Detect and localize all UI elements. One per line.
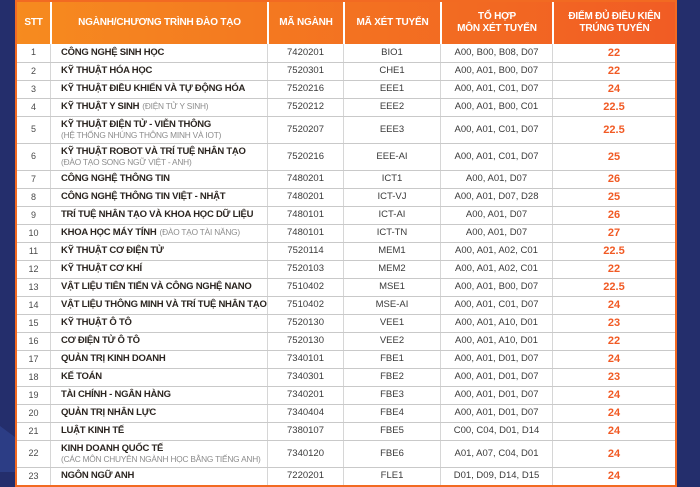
cell-major-name — [50, 144, 267, 170]
cell-stt: 1 — [30, 47, 36, 58]
cell-major-name — [50, 423, 267, 440]
header-cell-stt — [17, 2, 50, 44]
cell-subject-combination: A00, A01, D07 — [440, 207, 552, 224]
cell-admission-code: MSE-AI — [343, 297, 440, 314]
cell-stt: 22 — [28, 448, 39, 459]
cell-major-code: 7520301 — [267, 63, 343, 80]
cell-admission-code: EEE-AI — [343, 144, 440, 170]
cell-admission-code: FLE1 — [343, 468, 440, 485]
cell-major-code: 7520130 — [267, 333, 343, 350]
cell-admission-code: CHE1 — [343, 63, 440, 80]
cell-subject-combination: A01, A07, C04, D01 — [440, 441, 552, 467]
major-name: QUẢN TRỊ KINH DOANH — [61, 353, 166, 365]
cell-qualifying-score: 24 — [552, 351, 675, 368]
cell-stt: 20 — [28, 407, 39, 418]
major-subtitle: (HỆ THỐNG NHÚNG THÔNG MINH VÀ IOT) — [61, 129, 222, 140]
table-row — [17, 206, 675, 224]
cell-stt: 5 — [30, 124, 36, 135]
cell-admission-code: EEE2 — [343, 99, 440, 116]
cell-major-code: 7340120 — [267, 441, 343, 467]
major-subtitle: (ĐÀO TẠO TÀI NĂNG) — [159, 227, 240, 238]
table-row — [17, 422, 675, 440]
cell-subject-combination: A00, A01, B00, C01 — [440, 99, 552, 116]
cell-qualifying-score: 22.5 — [552, 117, 675, 143]
table-row — [17, 332, 675, 350]
major-name: VẬT LIỆU TIÊN TIẾN VÀ CÔNG NGHỆ NANO — [61, 281, 252, 293]
cell-stt: 8 — [30, 191, 36, 202]
cell-stt: 21 — [28, 425, 39, 436]
cell-subject-combination: A00, A01, C01, D07 — [440, 144, 552, 170]
table-row — [17, 314, 675, 332]
cell-admission-code: MEM2 — [343, 261, 440, 278]
header-cell-admission-code — [343, 2, 440, 44]
cell-major-name — [50, 333, 267, 350]
table-row — [17, 368, 675, 386]
cell-admission-code: FBE1 — [343, 351, 440, 368]
table-row — [17, 467, 675, 485]
cell-major-name — [50, 369, 267, 386]
cell-major-name — [50, 315, 267, 332]
cell-subject-combination: A00, A01, D01, D07 — [440, 369, 552, 386]
cell-major-name — [50, 44, 267, 62]
cell-qualifying-score: 24 — [552, 423, 675, 440]
major-name: KỸ THUẬT Ô TÔ — [61, 317, 132, 329]
major-name: KỸ THUẬT CƠ KHÍ — [61, 263, 142, 275]
cell-subject-combination: A00, A01, A10, D01 — [440, 315, 552, 332]
cell-admission-code: FBE6 — [343, 441, 440, 467]
cell-subject-combination: A00, B00, B08, D07 — [440, 44, 552, 62]
cell-qualifying-score: 24 — [552, 387, 675, 404]
cell-qualifying-score: 24 — [552, 468, 675, 485]
major-name: KẾ TOÁN — [61, 371, 102, 383]
cell-major-name — [50, 117, 267, 143]
table-row — [17, 404, 675, 422]
major-name: TÀI CHÍNH - NGÂN HÀNG — [61, 389, 171, 401]
table-row — [17, 386, 675, 404]
table-row — [17, 80, 675, 98]
cell-admission-code: MSE1 — [343, 279, 440, 296]
cell-major-name — [50, 405, 267, 422]
table-row — [17, 296, 675, 314]
cell-qualifying-score: 22 — [552, 44, 675, 62]
cell-subject-combination: C00, C04, D01, D14 — [440, 423, 552, 440]
cell-stt: 14 — [28, 299, 39, 310]
cell-admission-code: FBE3 — [343, 387, 440, 404]
cell-major-code: 7520212 — [267, 99, 343, 116]
cell-stt: 7 — [30, 173, 36, 184]
cell-major-code: 7510402 — [267, 297, 343, 314]
cell-qualifying-score: 24 — [552, 441, 675, 467]
cell-qualifying-score: 22.5 — [552, 99, 675, 116]
cell-subject-combination: A00, A01, A02, C01 — [440, 261, 552, 278]
cell-major-name — [50, 468, 267, 485]
cell-subject-combination: A00, A01, C01, D07 — [440, 81, 552, 98]
cell-major-code: 7520114 — [267, 243, 343, 260]
cell-stt: 13 — [28, 281, 39, 292]
cell-admission-code: EEE3 — [343, 117, 440, 143]
major-name: KINH DOANH QUỐC TẾ — [61, 443, 164, 455]
cell-stt: 9 — [30, 209, 36, 220]
cell-major-name — [50, 63, 267, 80]
major-name: KỸ THUẬT ĐIỆN TỬ - VIỄN THÔNG — [61, 119, 211, 131]
cell-stt: 6 — [30, 151, 36, 162]
header-label: MÃ XÉT TUYỂN — [356, 17, 429, 28]
admissions-score-table — [15, 0, 677, 487]
cell-major-name — [50, 225, 267, 242]
cell-admission-code: FBE4 — [343, 405, 440, 422]
cell-major-code: 7340301 — [267, 369, 343, 386]
cell-admission-code: BIO1 — [343, 44, 440, 62]
cell-qualifying-score: 22.5 — [552, 279, 675, 296]
header-label: MÔN XÉT TUYỂN — [457, 23, 537, 34]
cell-stt: 3 — [30, 83, 36, 94]
cell-stt: 10 — [28, 227, 39, 238]
table-row — [17, 278, 675, 296]
cell-stt: 4 — [30, 101, 36, 112]
major-name: QUẢN TRỊ NHÂN LỰC — [61, 407, 156, 419]
cell-major-code: 7480101 — [267, 225, 343, 242]
cell-major-code: 7220201 — [267, 468, 343, 485]
cell-major-code: 7520130 — [267, 315, 343, 332]
major-name: TRÍ TUỆ NHÂN TẠO VÀ KHOA HỌC DỮ LIỆU — [61, 209, 254, 221]
major-name: KHOA HỌC MÁY TÍNH — [61, 227, 157, 239]
major-name: CÔNG NGHỆ THÔNG TIN — [61, 173, 170, 185]
cell-qualifying-score: 23 — [552, 369, 675, 386]
cell-major-code: 7480101 — [267, 207, 343, 224]
cell-subject-combination: A00, A01, C01, D07 — [440, 297, 552, 314]
major-subtitle: (CÁC MÔN CHUYÊN NGÀNH HỌC BẰNG TIẾNG ANH) — [61, 453, 261, 464]
cell-qualifying-score: 22 — [552, 333, 675, 350]
major-name: KỸ THUẬT ĐIỀU KHIỂN VÀ TỰ ĐỘNG HÓA — [61, 83, 246, 95]
cell-stt: 2 — [30, 65, 36, 76]
cell-admission-code: FBE5 — [343, 423, 440, 440]
cell-major-code: 7420201 — [267, 44, 343, 62]
cell-subject-combination: A00, A01, D01, D07 — [440, 387, 552, 404]
cell-subject-combination: A00, A01, C01, D07 — [440, 117, 552, 143]
cell-qualifying-score: 26 — [552, 171, 675, 188]
cell-subject-combination: A00, A01, D07, D28 — [440, 189, 552, 206]
header-cell-subject-combination — [440, 2, 552, 44]
major-name: CƠ ĐIỆN TỬ Ô TÔ — [61, 335, 140, 347]
table-row — [17, 260, 675, 278]
major-name: LUẬT KINH TẾ — [61, 425, 124, 437]
cell-major-code: 7520103 — [267, 261, 343, 278]
header-label: TỔ HỢP — [478, 11, 516, 22]
cell-major-code: 7340101 — [267, 351, 343, 368]
table-row — [17, 440, 675, 467]
cell-qualifying-score: 24 — [552, 81, 675, 98]
table-row — [17, 44, 675, 62]
cell-major-name — [50, 171, 267, 188]
table-row — [17, 62, 675, 80]
cell-major-name — [50, 207, 267, 224]
header-label: MÃ NGÀNH — [279, 17, 333, 28]
cell-stt: 11 — [28, 245, 39, 256]
cell-admission-code: ICT1 — [343, 171, 440, 188]
table-row — [17, 170, 675, 188]
table-row — [17, 143, 675, 170]
cell-major-name — [50, 189, 267, 206]
header-label: ĐIỂM ĐỦ ĐIỀU KIỆN — [568, 11, 661, 22]
cell-admission-code: ICT-AI — [343, 207, 440, 224]
cell-admission-code: VEE1 — [343, 315, 440, 332]
cell-qualifying-score: 26 — [552, 207, 675, 224]
major-name: KỸ THUẬT HÓA HỌC — [61, 65, 153, 77]
cell-stt: 19 — [28, 389, 39, 400]
table-row — [17, 224, 675, 242]
major-name: CÔNG NGHỆ THÔNG TIN VIỆT - NHẬT — [61, 191, 226, 203]
cell-qualifying-score: 25 — [552, 144, 675, 170]
cell-admission-code: VEE2 — [343, 333, 440, 350]
table-body — [17, 44, 675, 485]
header-cell-qualifying-score — [552, 2, 675, 44]
cell-major-code: 7340201 — [267, 387, 343, 404]
cell-qualifying-score: 22.5 — [552, 243, 675, 260]
cell-subject-combination: A00, A01, D01, D07 — [440, 405, 552, 422]
cell-stt: 16 — [28, 335, 39, 346]
cell-qualifying-score: 25 — [552, 189, 675, 206]
cell-subject-combination: A00, A01, D07 — [440, 225, 552, 242]
cell-major-code: 7510402 — [267, 279, 343, 296]
cell-subject-combination: A00, A01, A10, D01 — [440, 333, 552, 350]
cell-major-name — [50, 297, 267, 314]
cell-major-name — [50, 99, 267, 116]
cell-subject-combination: D01, D09, D14, D15 — [440, 468, 552, 485]
cell-major-code: 7380107 — [267, 423, 343, 440]
header-label: TRÚNG TUYỂN — [579, 23, 650, 34]
cell-major-name — [50, 387, 267, 404]
cell-major-code: 7480201 — [267, 171, 343, 188]
cell-major-code: 7520216 — [267, 144, 343, 170]
cell-subject-combination: A00, A01, D07 — [440, 171, 552, 188]
table-row — [17, 98, 675, 116]
cell-major-name — [50, 81, 267, 98]
cell-major-code: 7520207 — [267, 117, 343, 143]
header-label: NGÀNH/CHƯƠNG TRÌNH ĐÀO TẠO — [78, 17, 241, 28]
cell-admission-code: MEM1 — [343, 243, 440, 260]
cell-subject-combination: A00, A01, B00, D07 — [440, 279, 552, 296]
major-name: CÔNG NGHỆ SINH HỌC — [61, 46, 165, 58]
cell-admission-code: ICT-TN — [343, 225, 440, 242]
cell-admission-code: ICT-VJ — [343, 189, 440, 206]
cell-subject-combination: A00, A01, B00, D07 — [440, 63, 552, 80]
table-row — [17, 116, 675, 143]
cell-admission-code: FBE2 — [343, 369, 440, 386]
major-name: KỸ THUẬT CƠ ĐIỆN TỬ — [61, 245, 164, 257]
cell-major-name — [50, 441, 267, 467]
cell-stt: 15 — [28, 317, 39, 328]
major-name: VẬT LIỆU THÔNG MINH VÀ TRÍ TUỆ NHÂN TẠO — [61, 299, 267, 311]
table-row — [17, 350, 675, 368]
cell-major-name — [50, 243, 267, 260]
major-name: KỸ THUẬT Y SINH — [61, 101, 140, 113]
header-cell-major — [50, 2, 267, 44]
major-name: KỸ THUẬT ROBOT VÀ TRÍ TUỆ NHÂN TẠO — [61, 146, 246, 158]
header-label: STT — [24, 17, 43, 28]
table-header — [17, 2, 675, 44]
cell-major-code: 7520216 — [267, 81, 343, 98]
cell-qualifying-score: 22 — [552, 63, 675, 80]
cell-qualifying-score: 24 — [552, 405, 675, 422]
cell-major-code: 7340404 — [267, 405, 343, 422]
cell-qualifying-score: 24 — [552, 297, 675, 314]
cell-admission-code: EEE1 — [343, 81, 440, 98]
header-cell-major-code — [267, 2, 343, 44]
cell-subject-combination: A00, A01, A02, C01 — [440, 243, 552, 260]
major-name: NGÔN NGỮ ANH — [61, 470, 135, 482]
major-subtitle: (ĐÀO TẠO SONG NGỮ VIỆT - ANH) — [61, 156, 192, 167]
cell-qualifying-score: 23 — [552, 315, 675, 332]
cell-qualifying-score: 22 — [552, 261, 675, 278]
cell-stt: 23 — [28, 470, 39, 481]
cell-major-code: 7480201 — [267, 189, 343, 206]
cell-stt: 17 — [28, 353, 39, 364]
cell-major-name — [50, 261, 267, 278]
cell-qualifying-score: 27 — [552, 225, 675, 242]
cell-stt: 18 — [28, 371, 39, 382]
table-row — [17, 188, 675, 206]
table-row — [17, 242, 675, 260]
cell-major-name — [50, 279, 267, 296]
cell-major-name — [50, 351, 267, 368]
major-subtitle: (ĐIỆN TỬ Y SINH) — [142, 101, 209, 112]
cell-subject-combination: A00, A01, D01, D07 — [440, 351, 552, 368]
cell-stt: 12 — [28, 263, 39, 274]
